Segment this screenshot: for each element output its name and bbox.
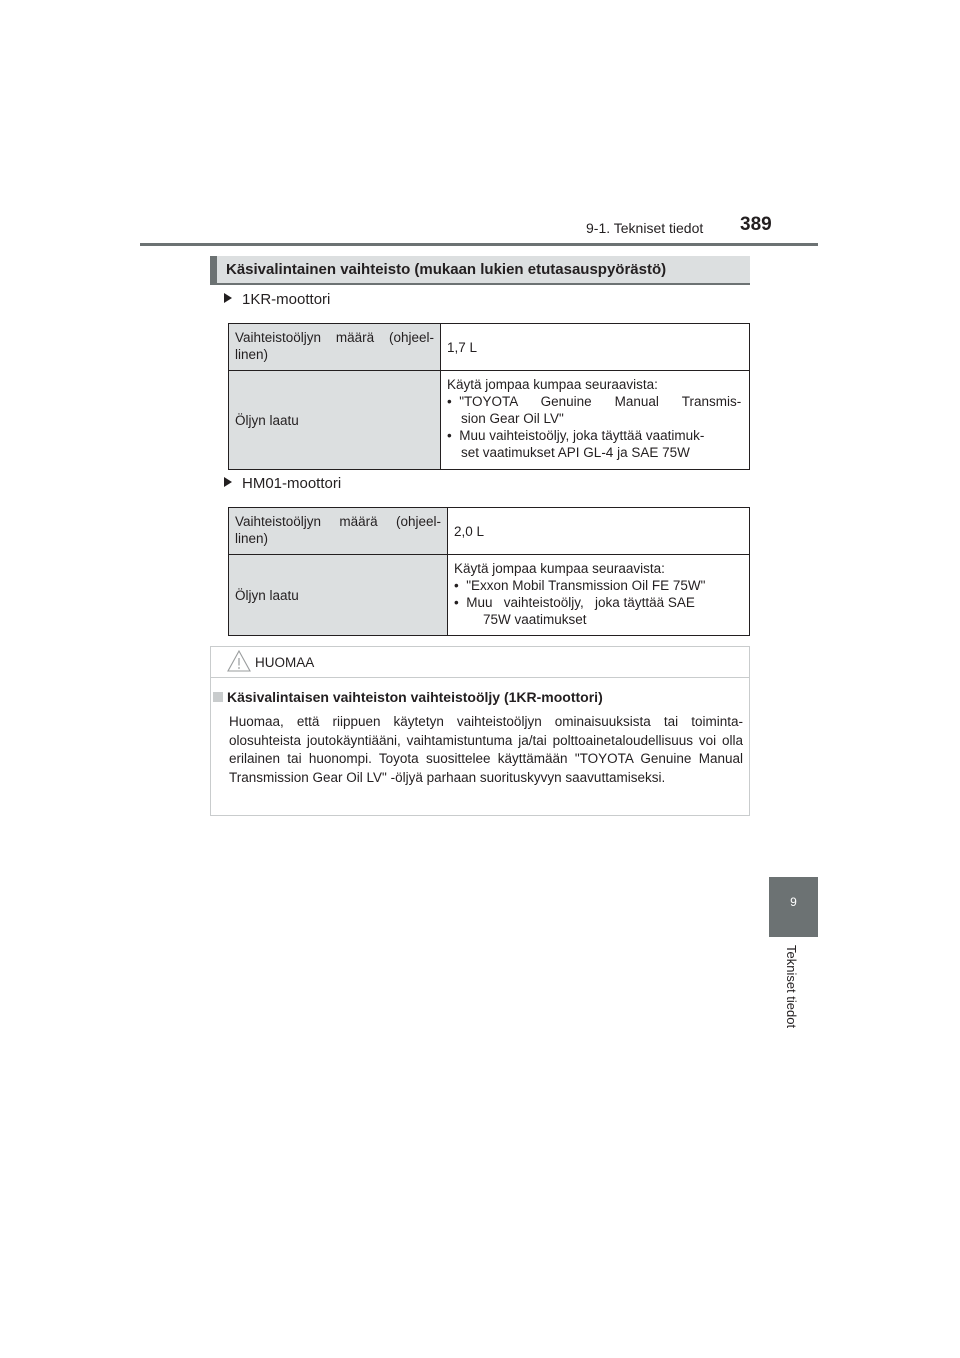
quality-intro: Käytä jompaa kumpaa seuraavista:: [454, 561, 665, 576]
header-section-title: 9-1. Tekniset tiedot: [586, 220, 704, 236]
option-2-line-2: set vaatimukset API GL-4 ja SAE 75W: [461, 445, 690, 460]
amount-value-cell: 2,0 L: [448, 508, 750, 555]
option-2-line-2: 75W vaatimukset: [483, 612, 587, 627]
option-2-line-1: Muu vaihteistoöljy, joka täyttää SAE: [466, 595, 695, 610]
section-title: Käsivalintainen vaihteisto (mukaan lukien etutasauspyörästö): [226, 261, 667, 278]
option-1-line-1: "Exxon Mobil Transmission Oil FE 75W": [466, 578, 706, 593]
notice-title-text: Käsivalintaisen vaihteiston vaihteistoöljy (1KR-moottori): [227, 689, 603, 705]
table-row-amount: [229, 324, 750, 371]
table-row-quality: [229, 555, 750, 636]
list-item: • Muu vaihteistoöljy, joka täyttää SAE 75W vaatimukset: [454, 595, 695, 627]
engine-heading-1kr: [224, 291, 330, 308]
engine-heading-text: HM01-moottori: [242, 475, 342, 492]
notice-header: [211, 647, 749, 678]
quality-value-cell: [448, 555, 750, 636]
engine-heading-text: 1KR-moottori: [242, 291, 331, 308]
quality-label-cell: Öljyn laatu: [229, 555, 448, 636]
quality-value-cell: [441, 371, 750, 470]
chapter-side-label: [784, 945, 804, 1045]
chapter-number: 9: [790, 895, 797, 909]
list-item: • "TOYOTA Genuine Manual Transmis- sion Gear Oil LV": [447, 394, 742, 426]
quality-label-cell: Öljyn laatu: [229, 371, 441, 470]
spec-table-1kr: [228, 323, 750, 470]
spec-table-hm01: [228, 507, 750, 636]
chapter-label-text: Tekniset tiedot: [784, 945, 799, 1029]
list-item: • "Exxon Mobil Transmission Oil FE 75W": [454, 578, 706, 593]
chapter-tab: [769, 877, 818, 937]
notice-body: Huomaa, että riippuen käytetyn vaihteistoöljyn ominaisuuksista tai toiminta-olosuhteista joutokäyntiääni, vaihtamistuntuma ja/tai polttoainetaloudellisuus voi olla erilainen tai huonompi. Toyota suosittelee käyttämään "TOYOTA Genuine Manual Transmission Gear Oil LV" -öljyä parhaan suorituskyvyn saavuttamiseksi.: [229, 714, 743, 785]
warning-triangle-icon: [227, 649, 251, 673]
triangle-bullet-icon: [224, 293, 232, 303]
header-rule: [140, 243, 818, 246]
table-row-amount: [229, 508, 750, 555]
amount-label-cell: [229, 324, 441, 371]
amount-value-cell: 1,7 L: [441, 324, 750, 371]
section-title-bar: [210, 256, 750, 285]
table-row-quality: [229, 371, 750, 470]
option-1-line-2: sion Gear Oil LV": [461, 411, 564, 426]
amount-label-cell: [229, 508, 448, 555]
notice-label: HUOMAA: [255, 655, 315, 670]
engine-heading-hm01: [224, 475, 341, 492]
page-number: 389: [740, 214, 772, 235]
amount-label-line-2: linen): [235, 531, 269, 546]
option-1-line-1: "TOYOTA Genuine Manual Transmis-: [459, 394, 742, 409]
square-bullet-icon: [213, 692, 223, 702]
amount-label-line-1: Vaihteistoöljyn määrä (ohjeel-: [235, 514, 441, 529]
notice-box: [210, 646, 750, 816]
notice-title: [213, 689, 603, 705]
amount-label-line-2: linen): [235, 347, 269, 362]
quality-intro: Käytä jompaa kumpaa seuraavista:: [447, 377, 658, 392]
amount-label-line-1: Vaihteistoöljyn määrä (ohjeel-: [235, 330, 434, 345]
section-title-accent: [210, 256, 217, 283]
option-2-line-1: Muu vaihteistoöljy, joka täyttää vaatimuk-: [459, 428, 705, 443]
list-item: • Muu vaihteistoöljy, joka täyttää vaatimuk- set vaatimukset API GL-4 ja SAE 75W: [447, 428, 705, 460]
triangle-bullet-icon: [224, 477, 232, 487]
